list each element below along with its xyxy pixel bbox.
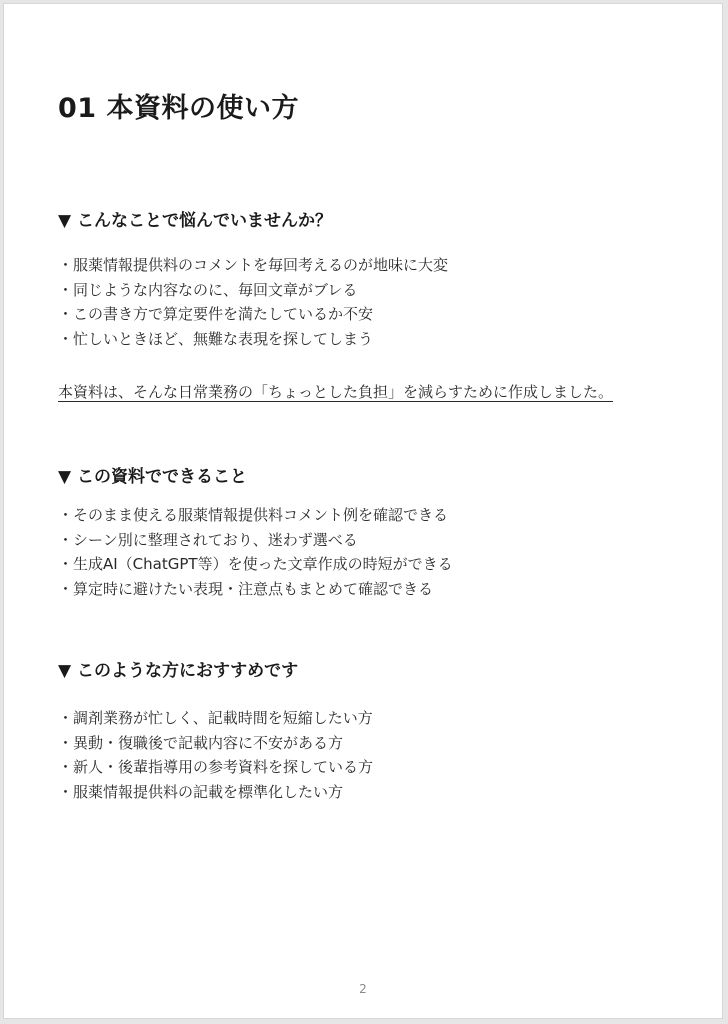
list-item: ・新人・後輩指導用の参考資料を探している方 xyxy=(58,758,374,776)
list-item: ・服薬情報提供料のコメントを毎回考えるのが地味に大変 xyxy=(58,256,449,274)
section-heading-recommended: ▼ このような方におすすめです xyxy=(58,661,299,681)
list-item: ・調剤業務が忙しく、記載時間を短縮したい方 xyxy=(58,709,373,727)
page-title: 01 本資料の使い方 xyxy=(58,93,299,124)
list-item: ・そのまま使える服薬情報提供料コメント例を確認できる xyxy=(58,506,449,524)
section-heading-concerns: ▼ こんなことで悩んでいませんか？ xyxy=(58,211,332,231)
summary-statement: 本資料は、そんな日常業務の「ちょっとした負担」を減らすために作成しました。 xyxy=(58,383,614,401)
list-item: ・忙しいときほど、無難な表現を探してしまう xyxy=(58,329,374,348)
page-number: 2 xyxy=(359,982,367,996)
list-item: ・算定時に避けたい表現・注意点もまとめて確認できる xyxy=(58,579,434,598)
document-page xyxy=(3,3,723,1019)
list-item: ・異動・復職後で記載内容に不安がある方 xyxy=(58,733,344,752)
list-item: ・この書き方で算定要件を満たしているか不安 xyxy=(58,305,374,323)
recommended-list xyxy=(58,706,373,804)
features-list xyxy=(58,503,453,601)
list-item: ・シーン別に整理されており、迷わず選べる xyxy=(58,530,358,549)
section-heading-features: ▼ この資料でできること xyxy=(58,467,247,487)
list-item: ・同じような内容なのに、毎回文章がブレる xyxy=(58,280,358,299)
concerns-list xyxy=(58,253,448,351)
list-item: ・服薬情報提供料の記載を標準化したい方 xyxy=(58,782,344,801)
list-item: ・生成AI（ChatGPT等）を使った文章作成の時短ができる xyxy=(58,555,453,573)
